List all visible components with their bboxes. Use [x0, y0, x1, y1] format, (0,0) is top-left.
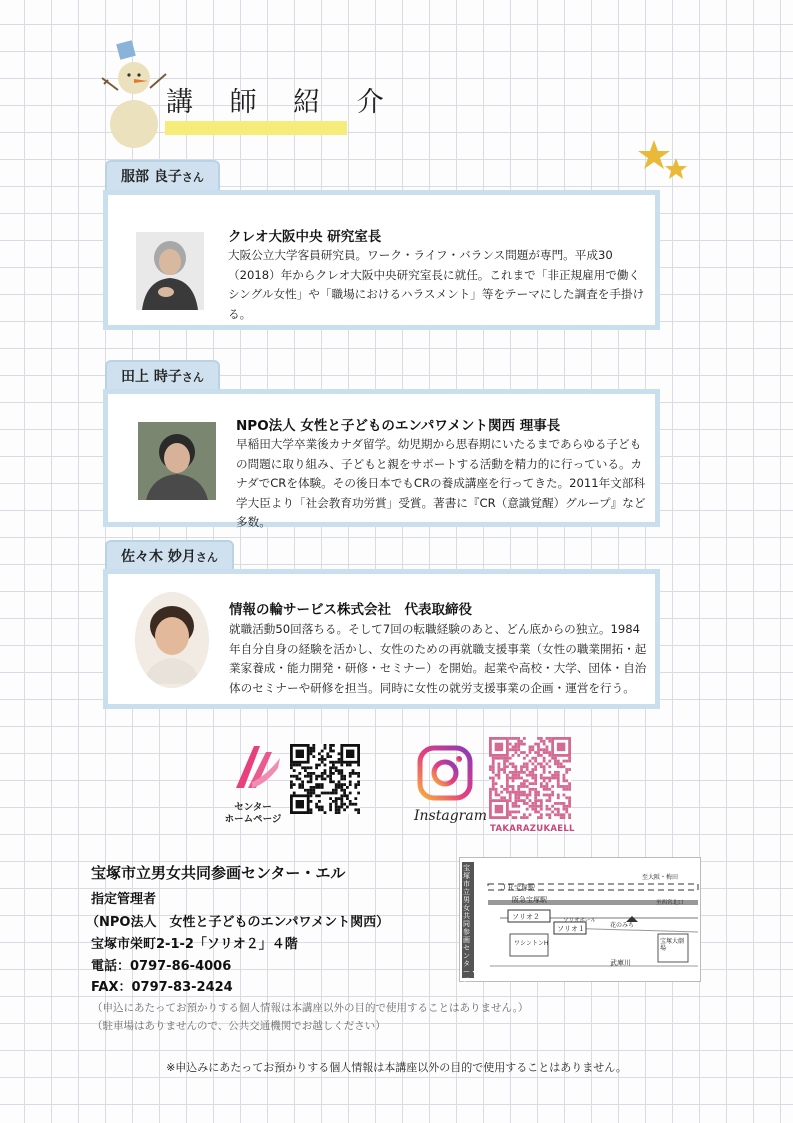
manager-label: 指定管理者	[91, 892, 157, 907]
lecturer-3-affiliation: 情報の輪サービス株式会社 代表取締役	[229, 602, 472, 618]
instagram-handle: TAKARAZUKAELL	[490, 824, 575, 834]
map-river: 武庫川	[610, 959, 631, 967]
manager-org: （NPO法人 女性と子どものエンパワメント関西）	[86, 915, 390, 930]
lecturer-1-bio: 大阪公立大学客員研究員。ワーク・ライフ・バランス問題が専門。平成30（2018）年からクレオ大阪中央研究室長に就任。これまで「非正規雇用で働くシングル女性」や「職場におけるハラスメント」等をテーマにした調査を手掛ける。	[228, 248, 645, 321]
map-side-label: 宝塚市立男女共同参画センター・エル	[463, 864, 477, 992]
lecturer-1-affiliation: クレオ大阪中央 研究室長	[228, 229, 382, 245]
title-highlight	[165, 121, 347, 135]
map-route: 至西宮北口	[656, 900, 684, 906]
access-map	[459, 857, 701, 992]
stars-decoration	[636, 138, 692, 186]
map-hankyu-station: 阪急宝塚駅	[512, 896, 547, 904]
map-theater: 宝塚大劇場	[660, 938, 685, 952]
instagram-qr-code[interactable]	[489, 737, 571, 819]
lecturer-2-affiliation: NPO法人 女性と子どものエンパワメント関西 理事長	[236, 418, 561, 434]
center-label-line1: センター	[234, 802, 272, 813]
lecturer-2-card	[103, 389, 660, 527]
lecturer-1-card	[103, 190, 660, 330]
map-solio2: ソリオ２	[512, 913, 540, 921]
lecturer-3-card	[103, 569, 660, 709]
center-logo-icon[interactable]	[232, 742, 282, 792]
map-solio-hall: ソリオホール	[563, 918, 596, 924]
center-label-line2: ホームページ	[224, 814, 282, 825]
lecturer-2-honorific: さん	[181, 371, 204, 384]
instagram-label: Instagram	[414, 808, 487, 824]
parking-note: （駐車場はありませんので、公共交通機関でお越しください）	[92, 1020, 386, 1032]
center-qr-code[interactable]	[290, 744, 360, 814]
lecturer-1-honorific: さん	[181, 171, 204, 184]
lecturer-2-name: 田上 時子	[121, 369, 182, 385]
lecturer-2-photo	[138, 422, 216, 500]
map-to-osaka: 至大阪・梅田	[642, 874, 679, 881]
map-jr-station: ＪＲ宝塚駅	[500, 884, 535, 892]
snowman-illustration	[98, 38, 170, 148]
fax: FAX：0797-83-2424	[91, 980, 233, 995]
center-homepage-label	[208, 802, 298, 826]
map-hanano: 花のみち	[610, 922, 635, 929]
lecturer-3-photo	[135, 592, 209, 688]
map-washington: ワシントンH	[514, 940, 549, 947]
instagram-icon[interactable]	[417, 745, 473, 801]
lecturer-1-photo	[136, 232, 204, 310]
lecturer-1-name: 服部 良子	[121, 169, 182, 185]
privacy-note: （申込にあたってお預かりする個人情報は本講座以外の目的で使用することはありません。）	[92, 1002, 529, 1014]
lecturer-3-name: 佐々木 妙月	[121, 549, 196, 565]
address: 宝塚市栄町2-1-2「ソリオ２」４階	[91, 937, 298, 952]
lecturer-3-bio: 就職活動50回落ちる。そして7回の転職経験のあと、どん底からの独立。1984年自分自身の経験を活かし、女性のための再就職支援事業（女性の職業開拓・起業家養成・能力開発・研修・セミナー）を開始。起業や高校・大学、団体・自治体のセミナーや研修を担当。同時に女性の就労支援事業の企画・運営を行う。	[229, 622, 647, 695]
center-name: 宝塚市立男女共同参画センター・エル	[91, 864, 346, 882]
lecturer-2-bio: 早稲田大学卒業後カナダ留学。幼児期から思春期にいたるまであらゆる子どもの問題に取り組み、子どもと親をサポートする活動を精力的に行っている。カナダでCRを体験。その後日本でもCRの養成講座を行ってきた。2011年文部科学大臣より「社会教育功労賞」受賞。著書に『CR（意識覚醒）グループ』など多数。	[236, 437, 646, 529]
page-title: 講 師 紹 介	[166, 87, 398, 118]
lecturer-1-name-tab	[105, 160, 220, 192]
lecturer-3-honorific: さん	[195, 551, 218, 564]
lecturer-2-name-tab	[105, 360, 220, 392]
lecturer-3-name-tab	[105, 540, 234, 572]
phone[interactable]: 電話：0797-86-4006	[91, 959, 232, 974]
footer-privacy-note: ※申込みにあたってお預かりする個人情報は本講座以外の目的で使用することはありません。	[166, 1061, 627, 1074]
map-solio1: ソリオ１	[557, 925, 585, 933]
